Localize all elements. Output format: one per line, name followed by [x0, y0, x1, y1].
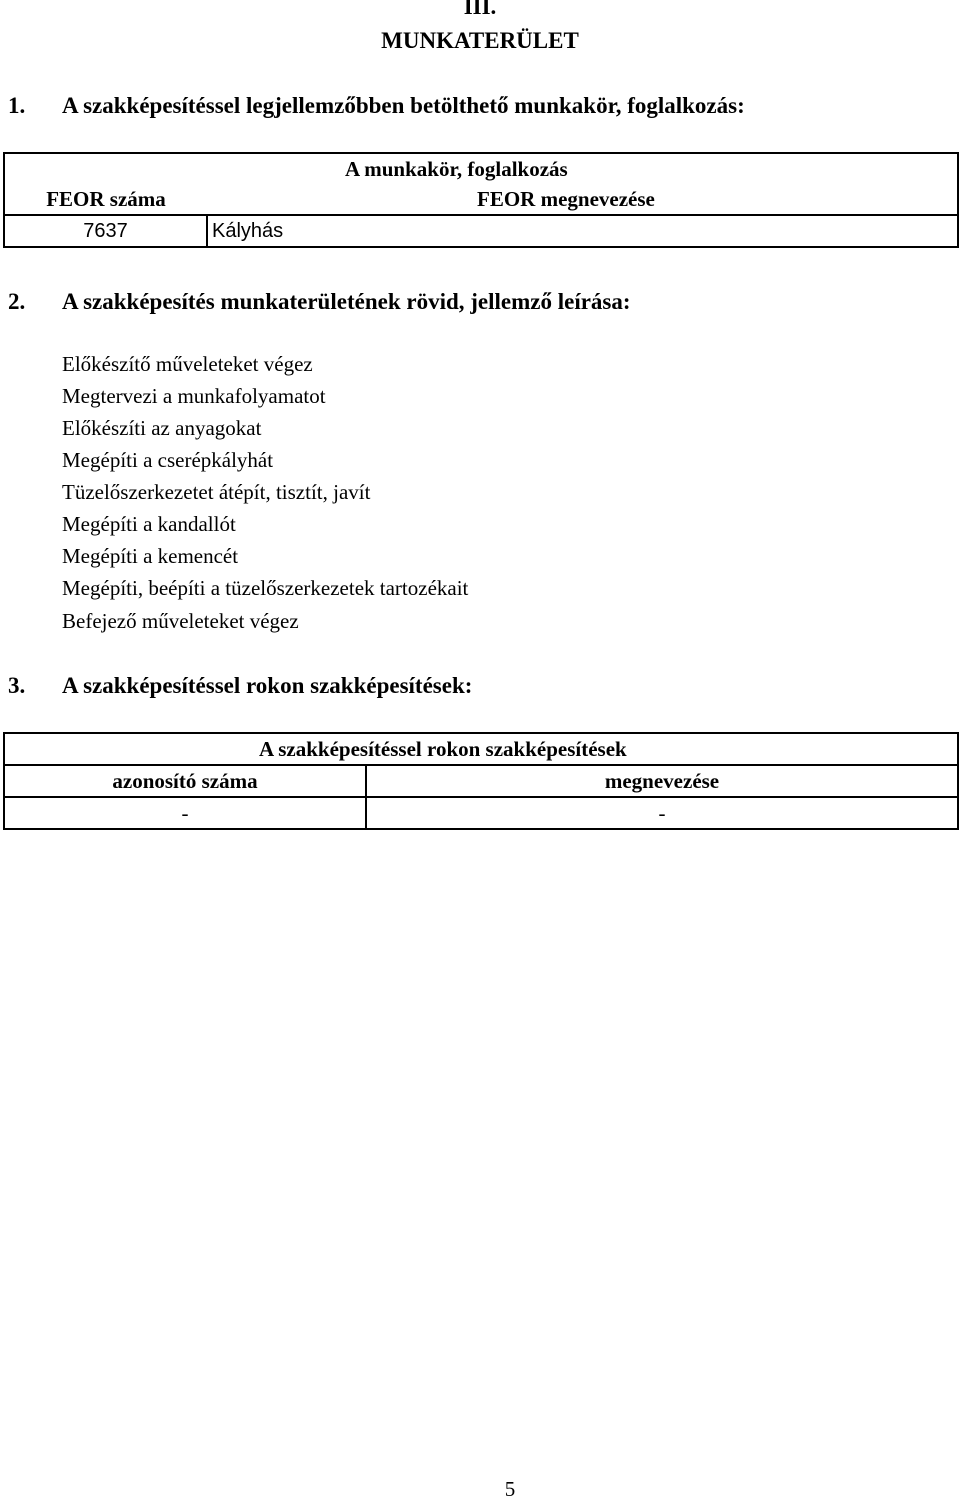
occupation-table-group-header-row: [4, 153, 958, 184]
occupation-table: [3, 152, 959, 248]
related-id-header: azonosító száma: [4, 765, 366, 797]
list-item: Megépíti a kemencét: [62, 544, 239, 568]
related-name-header: megnevezése: [366, 765, 958, 797]
occupation-group-header: A munkakör, foglalkozás: [4, 153, 958, 184]
section-1-title: A szakképesítéssel legjellemzőbben betölthető munkakör, foglalkozás:: [62, 93, 745, 118]
list-item: Tüzelőszerkezetet átépít, tisztít, javít: [62, 480, 371, 504]
related-name-cell: -: [366, 797, 958, 829]
section-1-heading: [8, 93, 745, 119]
table-row: [4, 797, 958, 829]
related-table-group-header-row: [4, 733, 958, 765]
related-id-cell: -: [4, 797, 366, 829]
section-3-number: 3.: [8, 673, 26, 698]
section-3-heading: [8, 673, 472, 699]
occupation-table-header-row: [4, 184, 958, 215]
list-item: Előkészíti az anyagokat: [62, 416, 262, 440]
list-item: Megépíti a kandallót: [62, 512, 236, 536]
section-2-number: 2.: [8, 289, 26, 314]
feor-name-cell: Kályhás: [207, 215, 958, 247]
list-item: Megépíti, beépíti a tüzelőszerkezetek tartozékait: [62, 576, 469, 600]
related-qualifications-table: [3, 732, 959, 830]
section-1-number: 1.: [8, 93, 26, 118]
roman-numeral: III.: [463, 0, 497, 19]
feor-name-header: FEOR megnevezése: [207, 184, 958, 215]
section-2-heading: [8, 289, 631, 315]
list-item: Befejező műveleteket végez: [62, 609, 299, 633]
feor-code-cell: 7637: [4, 215, 207, 247]
feor-code-header: FEOR száma: [4, 184, 207, 215]
page-title: MUNKATERÜLET: [381, 28, 579, 53]
list-item: Megépíti a cserépkályhát: [62, 448, 274, 472]
related-table-header-row: [4, 765, 958, 797]
related-group-header: A szakképesítéssel rokon szakképesítések: [4, 733, 958, 765]
section-2-title: A szakképesítés munkaterületének rövid, jellemző leírása:: [62, 289, 631, 314]
list-item: Megtervezi a munkafolyamatot: [62, 384, 326, 408]
section-3-title: A szakképesítéssel rokon szakképesítések:: [62, 673, 473, 698]
page-number: 5: [504, 1477, 516, 1501]
list-item: Előkészítő műveleteket végez: [62, 352, 313, 376]
table-row: [4, 215, 958, 247]
